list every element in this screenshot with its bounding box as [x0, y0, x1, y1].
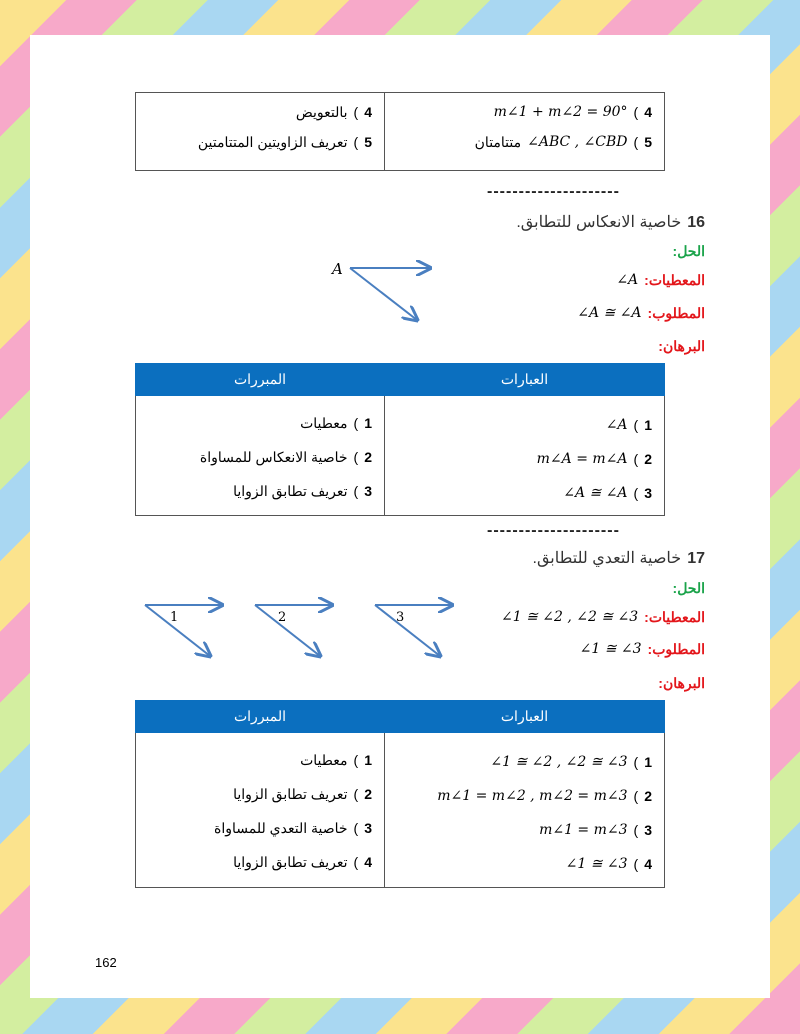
row-number: 4 [644, 856, 652, 872]
solution-label: الحل: [672, 243, 705, 259]
row-number: 1 [644, 417, 652, 433]
statements-cell: 1 ) ∠A 2 ) m∠A = m∠A 3 ) ∠A ≅ ∠A [385, 396, 665, 516]
prove-value: ∠1 ≅ ∠3 [579, 641, 642, 657]
proof-table-continued [135, 92, 665, 171]
statement: ∠ABC , ∠CBD [527, 134, 628, 150]
row-number: 3 [644, 822, 652, 838]
reasons-header: المبررات [136, 701, 385, 733]
angle-label: 3 [396, 610, 405, 625]
page-number: 162 [95, 955, 117, 970]
solution-label: الحل: [672, 580, 705, 596]
angle-1 [145, 605, 222, 656]
proof-table-16 [135, 363, 665, 516]
reason: خاصية التعدي للمساواة [214, 819, 348, 836]
angles-figure [140, 595, 470, 665]
angle-2 [255, 605, 332, 656]
row-number: 2 [364, 449, 372, 465]
row-number: 1 [364, 752, 372, 768]
reason: خاصية الانعكاس للمساواة [199, 448, 348, 465]
vertex-label: A [332, 260, 343, 278]
given-label: المعطيات: [644, 272, 705, 288]
problem-title: خاصية الانعكاس للتطابق. [516, 214, 682, 231]
problem-16-title [516, 212, 705, 232]
statement: m∠A = m∠A [536, 451, 628, 467]
statements-header: العبارات [385, 701, 665, 733]
proof-label: البرهان: [658, 338, 705, 354]
statements-cell: 4 ) m∠1 + m∠2 = 90° 5 ) ∠ABC , ∠CBD متتامتان [385, 93, 665, 171]
given-value: ∠A [616, 272, 639, 288]
row-number: 5 [644, 134, 652, 150]
reason: معطيات [300, 414, 348, 431]
reason: تعريف تطابق الزوايا [233, 853, 348, 870]
statement-suffix: متتامتان [474, 133, 522, 150]
row-number: 3 [364, 820, 372, 836]
row-number: 3 [364, 483, 372, 499]
statement: ∠A [605, 417, 628, 433]
row-number: 2 [364, 786, 372, 802]
statement: m∠1 = m∠2 , m∠2 = m∠3 [437, 788, 628, 804]
reason: معطيات [300, 751, 348, 768]
prove-label: المطلوب: [647, 641, 705, 657]
reason: تعريف الزاويتين المتتامتين [197, 133, 348, 150]
angle-label: 1 [170, 610, 179, 625]
problem-number: 17 [687, 550, 705, 567]
reasons-header: المبررات [136, 364, 385, 396]
given-label: المعطيات: [644, 609, 705, 625]
separator: --------------------- [487, 183, 620, 200]
statement: ∠A ≅ ∠A [563, 485, 628, 501]
row-number: 2 [644, 451, 652, 467]
statement: ∠1 ≅ ∠3 [565, 856, 628, 872]
prove-label: المطلوب: [647, 305, 705, 321]
reason: بالتعويض [295, 103, 348, 120]
problem-title: خاصية التعدي للتطابق. [532, 550, 682, 567]
row-number: 4 [364, 104, 372, 120]
statements-cell: 1 ) ∠1 ≅ ∠2 , ∠2 ≅ ∠3 2 ) m∠1 = m∠2 , m∠2 = m∠3 3 ) m∠1 = m∠3 4 ) ∠1 ≅ ∠3 [385, 733, 665, 888]
statement: m∠1 + m∠2 = 90° [493, 104, 628, 120]
prove-value: ∠A ≅ ∠A [577, 305, 642, 321]
statement: ∠1 ≅ ∠2 , ∠2 ≅ ∠3 [490, 754, 628, 770]
given-value: ∠1 ≅ ∠2 , ∠2 ≅ ∠3 [501, 609, 639, 625]
row-number: 5 [364, 134, 372, 150]
statements-header: العبارات [385, 364, 665, 396]
reason: تعريف تطابق الزوايا [233, 482, 348, 499]
reasons-cell: 1 ) معطيات 2 ) خاصية الانعكاس للمساواة 3 ) تعريف تطابق الزوايا [136, 396, 385, 516]
row-number: 1 [364, 415, 372, 431]
row-number: 3 [644, 485, 652, 501]
row-number: 1 [644, 754, 652, 770]
angle-3 [375, 605, 452, 656]
row-number: 4 [644, 104, 652, 120]
angle-label: 2 [278, 610, 287, 625]
statement: m∠1 = m∠3 [539, 822, 628, 838]
row-number: 2 [644, 788, 652, 804]
reasons-cell: 1 ) معطيات 2 ) تعريف تطابق الزوايا 3 ) خاصية التعدي للمساواة 4 ) تعريف تطابق الزوايا [136, 733, 385, 888]
problem-17-title [533, 548, 705, 568]
row-number: 4 [364, 854, 372, 870]
angle-a-figure [330, 255, 440, 330]
proof-label: البرهان: [658, 675, 705, 691]
problem-number: 16 [687, 214, 705, 231]
ray [350, 268, 417, 320]
proof-table-17 [135, 700, 665, 888]
separator: --------------------- [487, 522, 620, 539]
reason: تعريف تطابق الزوايا [233, 785, 348, 802]
reasons-cell: 4 ) بالتعويض 5 ) تعريف الزاويتين المتتامتين [136, 93, 385, 171]
